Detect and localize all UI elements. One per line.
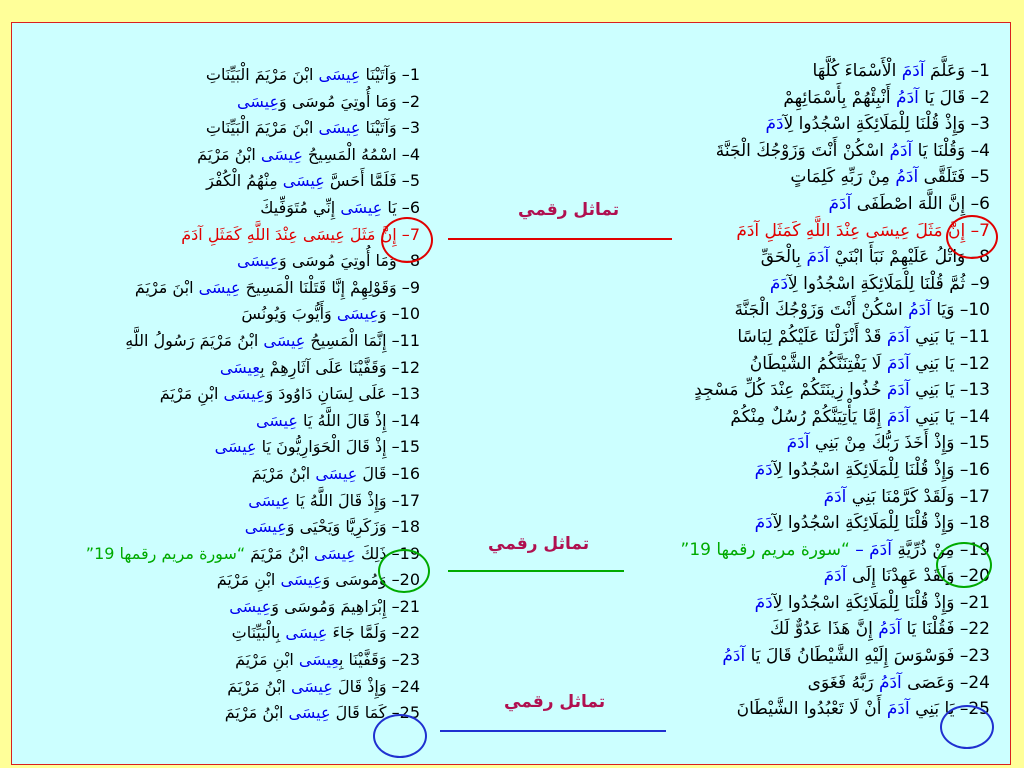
- verse-text: مِنْ رَبِّهِ كَلِمَاتٍ: [790, 167, 896, 188]
- number-separator: –: [965, 87, 980, 108]
- highlighted-name: –: [849, 539, 870, 560]
- highlighted-name: آدَمَ: [901, 61, 925, 81]
- verse-text: رَبَّهُ فَغَوَى: [807, 672, 879, 693]
- verse-number: 4: [979, 140, 990, 161]
- connector-line-19: [448, 570, 624, 572]
- verse-text: وَعَصَى: [901, 672, 955, 693]
- number-separator: –: [396, 65, 410, 84]
- verse-number: 13: [968, 380, 990, 401]
- isa-verse-line-10: [30, 301, 420, 328]
- verse-number: 15: [968, 433, 990, 454]
- adam-verse-line-1: [612, 58, 990, 85]
- verse-number: 17: [968, 486, 990, 507]
- verse-number: 25: [968, 699, 990, 720]
- isa-verse-line-18: [30, 514, 420, 541]
- adam-verse-line-18: [612, 510, 990, 537]
- verse-text: وَاتْلُ عَلَيْهِمْ نَبَأَ ابْنَيْ: [829, 247, 966, 268]
- verse-number: 22: [399, 623, 420, 643]
- highlighted-name: آدَمُ: [908, 300, 931, 321]
- isa-verse-line-13: [30, 381, 420, 408]
- isa-verse-line-11: [30, 328, 420, 355]
- highlighted-name: عِيسَى: [336, 304, 379, 324]
- adam-verse-line-19: [612, 537, 990, 564]
- adam-verse-line-25: [612, 696, 990, 723]
- number-separator: –: [954, 486, 969, 507]
- highlighted-name: آدَمَ: [754, 459, 773, 480]
- verse-number: 6: [409, 197, 420, 217]
- verse-text: الْأَسْمَاءَ كُلَّهَا: [812, 61, 902, 81]
- number-separator: –: [965, 61, 980, 81]
- verse-number: 2: [409, 91, 420, 111]
- verse-text: وَقُلْنَا يَا: [912, 140, 966, 161]
- number-separator: –: [954, 672, 969, 693]
- verse-text: إِنَّ هَذَا عَدُوٌّ لَكَ: [770, 619, 879, 640]
- number-separator: –: [954, 433, 969, 454]
- highlighted-name: عِيسَى: [219, 357, 261, 377]
- verse-text: وَأَيُّوبَ وَيُونُسَ: [241, 304, 337, 324]
- highlighted-name: آدَمَ: [823, 486, 847, 507]
- isa-verse-line-12: [30, 355, 420, 382]
- verse-text: وَإِذْ قَالَ اللَّهُ يَا: [290, 490, 387, 510]
- number-separator: –: [954, 326, 969, 347]
- verse-number: 14: [968, 406, 990, 427]
- verse-number: 13: [399, 384, 420, 404]
- verse-text: وَإِذْ أَخَذَ رَبُّكَ مِنْ بَنِي: [809, 433, 955, 454]
- verse-text: ابْنَ مَرْيَمَ الْبَيِّنَاتِ: [205, 65, 319, 84]
- verse-text: وَقَفَّيْنَا بِ: [339, 650, 387, 670]
- number-separator: –: [396, 144, 410, 164]
- number-separator: –: [965, 114, 980, 135]
- verse-text: يَا بَنِي: [909, 326, 955, 347]
- verse-number: 22: [968, 619, 990, 640]
- number-separator: –: [965, 220, 980, 241]
- verse-number: 7: [979, 220, 990, 241]
- isa-verse-line-21: [30, 594, 420, 621]
- adam-verse-line-17: [612, 484, 990, 511]
- isa-verse-line-15: [30, 434, 420, 461]
- verse-text: إِذْ قَالَ الْحَوَارِيُّونَ يَا: [256, 437, 387, 457]
- highlighted-name: عِيسَى: [318, 118, 361, 138]
- verse-number: 20: [968, 566, 990, 587]
- highlighted-name: عِيسَى: [290, 676, 333, 696]
- number-separator: –: [386, 596, 400, 616]
- highlighted-name: عِيسَى: [255, 410, 298, 430]
- adam-verse-line-3: [612, 111, 990, 138]
- highlighted-name: عِيسَى: [223, 384, 266, 404]
- highlighted-name: عِيسَى: [229, 596, 272, 616]
- adam-verse-line-23: [612, 643, 990, 670]
- highlight-circle-right-25: [940, 705, 994, 749]
- highlighted-name: عِيسَى: [313, 543, 356, 563]
- number-separator: –: [386, 384, 400, 404]
- verse-text: بِالْحَقِّ: [760, 247, 807, 268]
- highlighted-name: عِيسَى: [260, 144, 303, 164]
- verse-number: 14: [399, 410, 420, 430]
- number-separator: –: [386, 623, 400, 643]
- verse-text: فَتَلَقَّى: [918, 167, 966, 188]
- adam-verse-line-6: [612, 191, 990, 218]
- verse-text: وَمَا أُوتِيَ مُوسَى وَ: [279, 91, 397, 111]
- highlighted-name: عِيسَى: [285, 623, 328, 643]
- adam-verse-line-10: [612, 297, 990, 324]
- highlighted-name: آدَمُ: [878, 619, 902, 640]
- adam-verses-column: [612, 58, 990, 723]
- verse-number: 3: [409, 118, 420, 138]
- highlighted-name: عِيسَى: [248, 490, 291, 510]
- verse-text: ابْنُ مَرْيَمَ: [245, 543, 314, 563]
- highlighted-name: آدَمَ: [886, 353, 910, 374]
- verse-number: 3: [979, 114, 990, 135]
- verse-number: 12: [399, 357, 420, 377]
- highlighted-name: آدَمَ: [886, 699, 910, 720]
- number-separator: –: [954, 646, 969, 667]
- isa-verse-line-2: [30, 89, 420, 116]
- verse-text: إِنَّ مَثَلَ عِيسَى عِنْدَ اللَّهِ كَمَثَلِ آدَمَ: [181, 224, 397, 244]
- isa-verse-line-3: [30, 115, 420, 142]
- number-separator: –: [954, 513, 969, 534]
- connector-line-7: [448, 238, 672, 240]
- verse-text: اسْكُنْ أَنْتَ وَزَوْجُكَ الْجَنَّةَ: [734, 300, 909, 321]
- verse-text: ابْنُ مَرْيَمَ: [227, 676, 291, 696]
- number-separator: –: [965, 140, 980, 161]
- number-separator: –: [954, 539, 969, 560]
- verse-text: فَقُلْنَا يَا: [901, 619, 955, 640]
- verse-number: 2: [979, 87, 990, 108]
- number-separator: –: [954, 619, 969, 640]
- verse-number: 18: [399, 517, 420, 537]
- verse-text: قَالَ يَا: [918, 87, 966, 108]
- adam-verse-line-21: [612, 590, 990, 617]
- verse-number: 5: [979, 167, 990, 188]
- number-separator: –: [396, 197, 410, 217]
- numeric-match-label-2: تماثل رقمي: [488, 534, 590, 554]
- verse-number: 16: [399, 463, 420, 483]
- verse-text: إِبْرَاهِيمَ وَمُوسَى وَ: [271, 596, 387, 616]
- verse-text: إِنَّ اللَّهَ اصْطَفَى: [851, 193, 966, 214]
- number-separator: –: [396, 224, 410, 244]
- isa-verse-line-5: [30, 168, 420, 195]
- number-separator: –: [386, 490, 400, 510]
- verse-number: 11: [399, 330, 420, 350]
- adam-verse-line-5: [612, 164, 990, 191]
- verse-number: 10: [968, 300, 990, 321]
- verse-text: وَعَلَّمَ: [924, 61, 966, 81]
- verse-number: 17: [399, 490, 420, 510]
- number-separator: –: [965, 167, 980, 188]
- verse-text: ابْنِ مَرْيَمَ: [159, 384, 224, 404]
- verse-text: يَا بَنِي: [909, 353, 955, 374]
- verse-number: 20: [399, 570, 420, 590]
- highlighted-name: عِيسَى: [198, 277, 241, 297]
- number-separator: –: [386, 330, 400, 350]
- verse-text: فَلَمَّا أَحَسَّ: [324, 171, 397, 191]
- highlighted-name: عِيسَى: [237, 91, 280, 111]
- number-separator: –: [954, 406, 969, 427]
- verse-text: وَمُوسَى وَ: [322, 570, 387, 590]
- number-separator: –: [386, 676, 400, 696]
- number-separator: –: [954, 566, 969, 587]
- verse-number: 24: [399, 676, 420, 696]
- verse-text: قَالَ: [357, 463, 387, 483]
- verse-number: 1: [979, 61, 990, 81]
- highlighted-name: آدَمُ: [878, 672, 902, 693]
- verse-text: خُذُوا زِينَتَكُمْ عِنْدَ كُلِّ مَسْجِدٍ: [694, 380, 887, 401]
- verse-text: يَا: [382, 197, 397, 217]
- number-separator: –: [954, 459, 969, 480]
- number-separator: –: [954, 699, 969, 720]
- number-separator: –: [386, 463, 400, 483]
- number-separator: –: [954, 592, 969, 613]
- adam-verse-line-11: [612, 324, 990, 351]
- verse-text: مِنْهُمُ الْكُفْرَ: [206, 171, 283, 191]
- isa-verses-column: [30, 62, 420, 727]
- verse-text: يَا بَنِي: [909, 406, 955, 427]
- isa-verse-line-16: [30, 461, 420, 488]
- adam-verse-line-20: [612, 563, 990, 590]
- verse-text: وَيَا: [930, 300, 955, 321]
- verse-number: 6: [979, 193, 990, 214]
- verse-text: بِالْبَيِّنَاتِ: [231, 623, 286, 643]
- highlighted-name: آدَمُ: [896, 87, 919, 108]
- number-separator: –: [965, 273, 980, 294]
- adam-verse-line-2: [612, 85, 990, 112]
- verse-text: إِمَّا يَأْتِيَنَّكُمْ رُسُلٌ مِنْكُمْ: [730, 406, 887, 427]
- number-separator: –: [386, 357, 400, 377]
- isa-verse-line-19: [30, 541, 420, 568]
- verse-text: ابْنِ مَرْيَمَ: [235, 650, 299, 670]
- verse-number: 8: [409, 251, 420, 271]
- verse-text: إِذْ قَالَ اللَّهُ يَا: [297, 410, 387, 430]
- verse-number: 21: [968, 592, 990, 613]
- verse-text: وَإِذْ قُلْنَا لِلْمَلَائِكَةِ اسْجُدُوا لِ: [772, 459, 955, 480]
- highlighted-name: عِيسَى: [280, 570, 323, 590]
- verse-number: 10: [399, 304, 420, 324]
- highlighted-name: آدَمَ: [765, 114, 784, 135]
- highlighted-name: عِيسَى: [282, 171, 325, 191]
- number-separator: –: [386, 304, 400, 324]
- isa-verse-line-23: [30, 647, 420, 674]
- highlighted-name: عِيسَى: [263, 330, 306, 350]
- adam-verse-line-24: [612, 670, 990, 697]
- verse-number: 1: [409, 65, 420, 84]
- verse-text: فَوَسْوَسَ إِلَيْهِ الشَّيْطَانُ قَالَ يَا: [745, 646, 955, 667]
- number-separator: –: [396, 171, 410, 191]
- number-separator: –: [954, 300, 969, 321]
- adam-verse-line-14: [612, 404, 990, 431]
- verse-text: وَقَفَّيْنَا عَلَى آثَارِهِمْ بِ: [260, 357, 387, 377]
- verse-text: ابْنُ مَرْيَمَ: [251, 463, 316, 483]
- verse-text: ثُمَّ قُلْنَا لِلْمَلَائِكَةِ اسْجُدُوا لِ: [788, 273, 966, 294]
- verse-text: وَلَقَدْ عَهِدْنَا إِلَى: [846, 566, 955, 587]
- highlighted-name: آدَمَ: [886, 380, 910, 401]
- verse-text: وَإِذْ قُلْنَا لِلْمَلَائِكَةِ اسْجُدُوا لِ: [772, 513, 955, 534]
- verse-text: أَنْ لَا تَعْبُدُوا الشَّيْطَانَ: [736, 699, 887, 720]
- numeric-match-label-3: تماثل رقمي: [504, 692, 606, 712]
- verse-text: عَلَى لِسَانِ دَاوُودَ وَ: [265, 384, 387, 404]
- verse-number: 24: [968, 672, 990, 693]
- verse-number: 25: [399, 703, 420, 723]
- highlighted-name: عِيسَى: [315, 463, 358, 483]
- verse-text: وَلَقَدْ كَرَّمْنَا بَنِي: [846, 486, 955, 507]
- verse-text: ذَلِكَ: [355, 543, 387, 563]
- number-separator: –: [386, 570, 400, 590]
- verse-text: قَدْ أَنْزَلْنَا عَلَيْكُمْ لِبَاسًا: [737, 326, 887, 347]
- verse-text: إِنَّمَا الْمَسِيحُ: [305, 330, 387, 350]
- verse-text: وَآتَيْنَا: [360, 65, 397, 84]
- number-separator: –: [396, 251, 410, 271]
- verse-text: وَإِذْ قُلْنَا لِلْمَلَائِكَةِ اسْجُدُوا لِ: [772, 592, 955, 613]
- verse-text: وَإِذْ قُلْنَا لِلْمَلَائِكَةِ اسْجُدُوا لِ: [783, 114, 966, 135]
- highlighted-name: آدَمَ: [886, 406, 910, 427]
- verse-text: إِنِّي مُتَوَفِّيكَ: [260, 197, 341, 217]
- number-separator: –: [386, 703, 400, 723]
- number-separator: –: [386, 650, 400, 670]
- number-separator: –: [386, 437, 400, 457]
- highlighted-name: آدَمُ: [889, 140, 913, 161]
- verse-number: 8: [979, 247, 990, 268]
- highlighted-name: آدَمَ: [754, 513, 773, 534]
- verse-text: اسْمُهُ الْمَسِيحُ: [302, 144, 397, 164]
- verse-text: مِنْ ذُرِّيَّةِ: [891, 539, 955, 560]
- number-separator: –: [965, 193, 980, 214]
- number-separator: –: [396, 277, 410, 297]
- verse-number: 19: [399, 543, 420, 563]
- highlight-circle-right-19: [936, 539, 992, 588]
- isa-verse-line-14: [30, 408, 420, 435]
- adam-verse-line-22: [612, 616, 990, 643]
- number-separator: –: [386, 543, 400, 563]
- verse-number: 5: [409, 171, 420, 191]
- number-separator: –: [396, 91, 410, 111]
- isa-verse-line-1: [30, 62, 420, 89]
- highlighted-name: آدَمَ: [886, 326, 910, 347]
- verse-number: 9: [409, 277, 420, 297]
- adam-verse-line-12: [612, 351, 990, 378]
- verse-number: 9: [979, 273, 990, 294]
- highlighted-name: آدَمُ: [895, 167, 919, 188]
- verse-text: وَزَكَرِيَّا وَيَحْيَى وَ: [286, 517, 387, 537]
- verse-text: ابْنَ مَرْيَمَ: [134, 277, 199, 297]
- number-separator: –: [396, 118, 410, 138]
- highlighted-name: آدَمَ: [754, 592, 773, 613]
- verse-number: 18: [968, 513, 990, 534]
- verse-text: وَإِذْ قَالَ: [332, 676, 387, 696]
- verse-number: 15: [399, 437, 420, 457]
- verse-text: اسْكُنْ أَنْتَ وَزَوْجُكَ الْجَنَّةَ: [715, 140, 890, 161]
- numeric-match-label-1: تماثل رقمي: [518, 200, 620, 220]
- verse-text: وَآتَيْنَا: [360, 118, 397, 138]
- highlight-circle-right-7: [946, 215, 998, 259]
- highlighted-name: آدَمَ: [786, 433, 810, 454]
- isa-verse-line-7: [30, 222, 420, 249]
- adam-verse-line-13: [612, 377, 990, 404]
- highlighted-name: عِيسَى: [244, 517, 287, 537]
- highlighted-name: آدَمَ: [769, 273, 789, 294]
- verse-number: 21: [399, 596, 420, 616]
- highlight-circle-left-19: [378, 549, 430, 593]
- isa-verse-line-25: [30, 700, 420, 727]
- highlight-circle-left-25: [373, 714, 427, 758]
- verse-text: ابْنَ مَرْيَمَ الْبَيِّنَاتِ: [205, 118, 319, 138]
- number-separator: –: [386, 410, 400, 430]
- highlighted-name: عِيسَى: [237, 251, 280, 271]
- highlighted-name: آدَمَ: [828, 193, 852, 214]
- verse-number: 12: [968, 353, 990, 374]
- verse-text: ابْنُ مَرْيَمَ: [224, 703, 289, 723]
- verse-text: ابْنُ مَرْيَمَ: [197, 144, 261, 164]
- highlight-circle-left-7: [381, 217, 433, 263]
- verse-number: 4: [409, 144, 420, 164]
- adam-verse-line-4: [612, 138, 990, 165]
- verse-number: 23: [399, 650, 420, 670]
- isa-verse-line-24: [30, 674, 420, 701]
- isa-verse-line-9: [30, 275, 420, 302]
- highlighted-name: عِيسَى: [288, 703, 331, 723]
- verse-text: وَ: [378, 304, 387, 324]
- verse-text: يَا بَنِي: [909, 699, 955, 720]
- isa-verse-line-22: [30, 620, 420, 647]
- adam-verse-line-8: [612, 244, 990, 271]
- connector-line-25: [440, 730, 666, 732]
- adam-verse-line-9: [612, 271, 990, 298]
- highlighted-name: عِيسَى: [340, 197, 383, 217]
- highlighted-name: آدَمُ: [722, 646, 746, 667]
- verse-text: وَقَوْلِهِمْ إِنَّا قَتَلْنَا الْمَسِيحَ: [240, 277, 397, 297]
- verse-text: لَا يَفْتِنَنَّكُمُ الشَّيْطَانُ: [749, 353, 887, 374]
- isa-verse-line-4: [30, 142, 420, 169]
- verse-text: إِنَّ مَثَلَ عِيسَى عِنْدَ اللَّهِ كَمَثَلِ آدَمَ: [736, 220, 966, 241]
- highlighted-name: عِيسَى: [318, 65, 361, 84]
- verse-number: 11: [968, 326, 990, 347]
- adam-verse-line-15: [612, 430, 990, 457]
- adam-verse-line-7: [612, 218, 990, 245]
- verse-text: يَا بَنِي: [909, 380, 955, 401]
- highlighted-name: آدَمَ: [806, 247, 830, 268]
- surah-note: “سورة مريم رقمها 19”: [680, 539, 850, 560]
- verse-text: وَلَمَّا جَاءَ: [327, 623, 387, 643]
- number-separator: –: [954, 353, 969, 374]
- number-separator: –: [954, 380, 969, 401]
- verse-text: ابْنُ مَرْيَمَ رَسُولُ اللَّهِ: [125, 330, 264, 350]
- verse-text: ابْنِ مَرْيَمَ: [216, 570, 281, 590]
- isa-verse-line-20: [30, 567, 420, 594]
- verse-text: وَمَا أُوتِيَ مُوسَى وَ: [279, 251, 397, 271]
- verse-number: 16: [968, 459, 990, 480]
- highlighted-name: عِيسَى: [214, 437, 257, 457]
- verse-number: 7: [409, 224, 420, 244]
- number-separator: –: [386, 517, 400, 537]
- verse-number: 23: [968, 646, 990, 667]
- verse-number: 19: [968, 539, 990, 560]
- highlighted-name: آدَمَ: [869, 539, 892, 560]
- verse-text: كَمَا قَالَ: [330, 703, 387, 723]
- highlighted-name: عِيسَى: [298, 650, 339, 670]
- isa-verse-line-8: [30, 248, 420, 275]
- isa-verse-line-6: [30, 195, 420, 222]
- verse-text: أَنْبِئْهُمْ بِأَسْمَائِهِمْ: [783, 87, 897, 108]
- isa-verse-line-17: [30, 488, 420, 515]
- surah-note: “سورة مريم رقمها 19”: [85, 543, 246, 563]
- number-separator: –: [965, 247, 980, 268]
- adam-verse-line-16: [612, 457, 990, 484]
- highlighted-name: آدَمَ: [823, 566, 847, 587]
